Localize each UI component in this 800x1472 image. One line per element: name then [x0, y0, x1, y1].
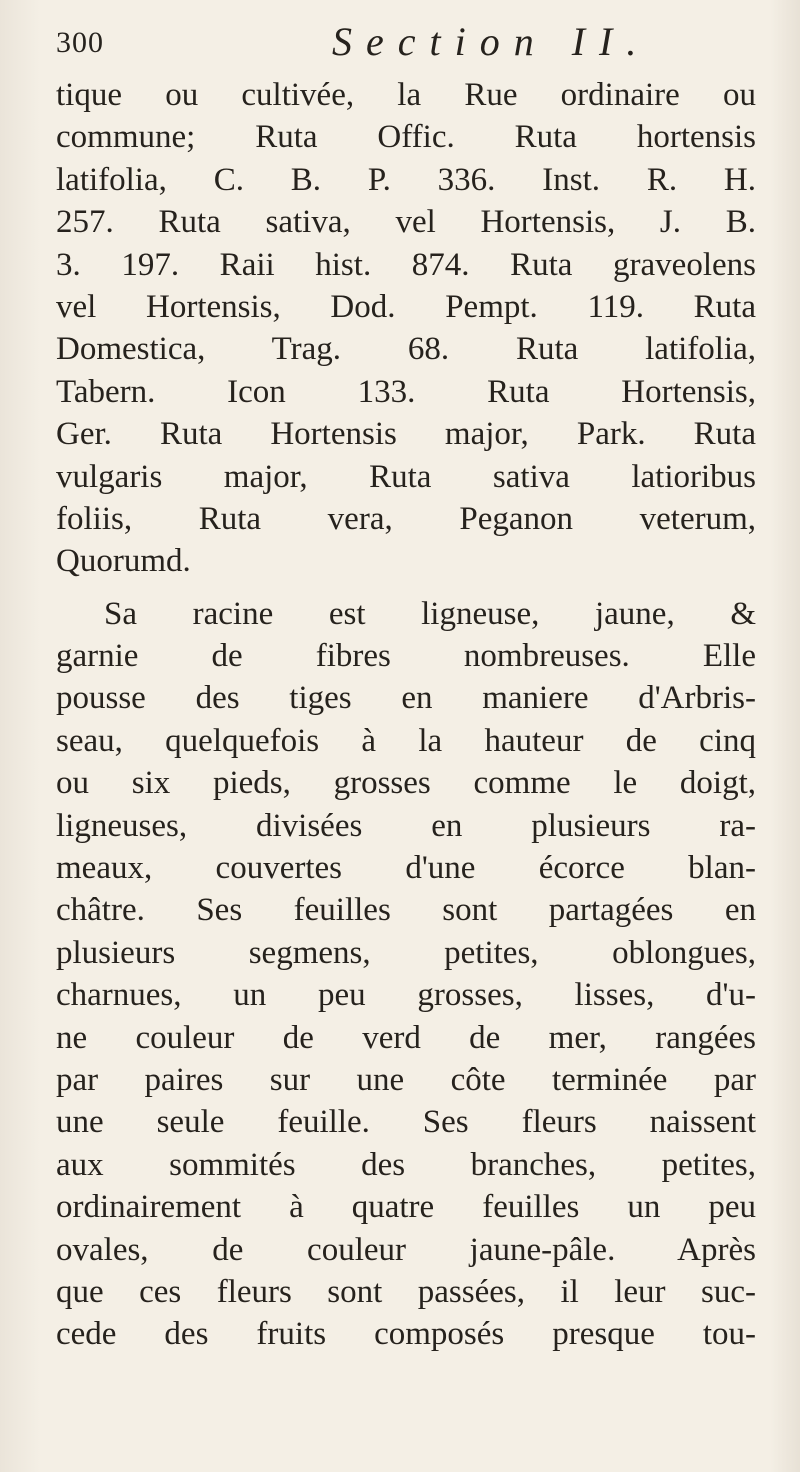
text-line: aux sommités des branches, petites,	[56, 1146, 756, 1183]
text-line: Sa racine est ligneuse, jaune, &	[104, 595, 756, 632]
text-line: Quorumd.	[56, 543, 191, 580]
text-line: Tabern. Icon 133. Ruta Hortensis,	[56, 373, 756, 410]
text-line: ou six pieds, grosses comme le doigt,	[56, 765, 756, 802]
page-number: 300	[56, 26, 104, 59]
body-text	[56, 74, 756, 1356]
text-line: 257. Ruta sativa, vel Hortensis, J. B.	[56, 204, 756, 241]
text-line: seau, quelquefois à la hauteur de cinq	[56, 722, 756, 759]
text-line: latifolia, C. B. P. 336. Inst. R. H.	[56, 161, 756, 198]
text-line: ordinairement à quatre feuilles un peu	[56, 1189, 756, 1226]
page-header	[56, 12, 756, 70]
text-line: vulgaris major, Ruta sativa latioribus	[56, 458, 756, 495]
text-line: charnues, un peu grosses, lisses, d'u-	[56, 977, 756, 1014]
paragraph-gap	[56, 583, 756, 593]
text-line: tique ou cultivée, la Rue ordinaire ou	[56, 77, 756, 113]
text-line: ovales, de couleur jaune-pâle. Après	[56, 1231, 756, 1268]
text-line: Domestica, Trag. 68. Ruta latifolia,	[56, 331, 756, 368]
text-line: vel Hortensis, Dod. Pempt. 119. Ruta	[56, 288, 756, 325]
text-line: que ces fleurs sont passées, il leur suc-	[56, 1273, 756, 1310]
running-head: Section II.	[332, 19, 651, 64]
text-line: ligneuses, divisées en plusieurs ra-	[56, 807, 756, 844]
text-line: une seule feuille. Ses fleurs naissent	[56, 1104, 756, 1141]
text-line: foliis, Ruta vera, Peganon veterum,	[56, 500, 756, 537]
text-line: par paires sur une côte terminée par	[56, 1061, 756, 1098]
text-line: garnie de fibres nombreuses. Elle	[56, 638, 756, 675]
text-line: pousse des tiges en maniere d'Arbris-	[56, 680, 756, 717]
text-line: ne couleur de verd de mer, rangées	[56, 1019, 756, 1056]
text-line: plusieurs segmens, petites, oblongues,	[56, 934, 756, 971]
text-line: châtre. Ses feuilles sont partagées en	[56, 892, 756, 929]
text-line: Ger. Ruta Hortensis major, Park. Ruta	[56, 416, 756, 453]
text-line: 3. 197. Raii hist. 874. Ruta graveolens	[56, 246, 756, 283]
text-line: meaux, couvertes d'une écorce blan-	[56, 850, 756, 887]
text-line: cede des fruits composés presque tou-	[56, 1316, 756, 1353]
text-line: commune; Ruta Offic. Ruta hortensis	[56, 119, 756, 156]
